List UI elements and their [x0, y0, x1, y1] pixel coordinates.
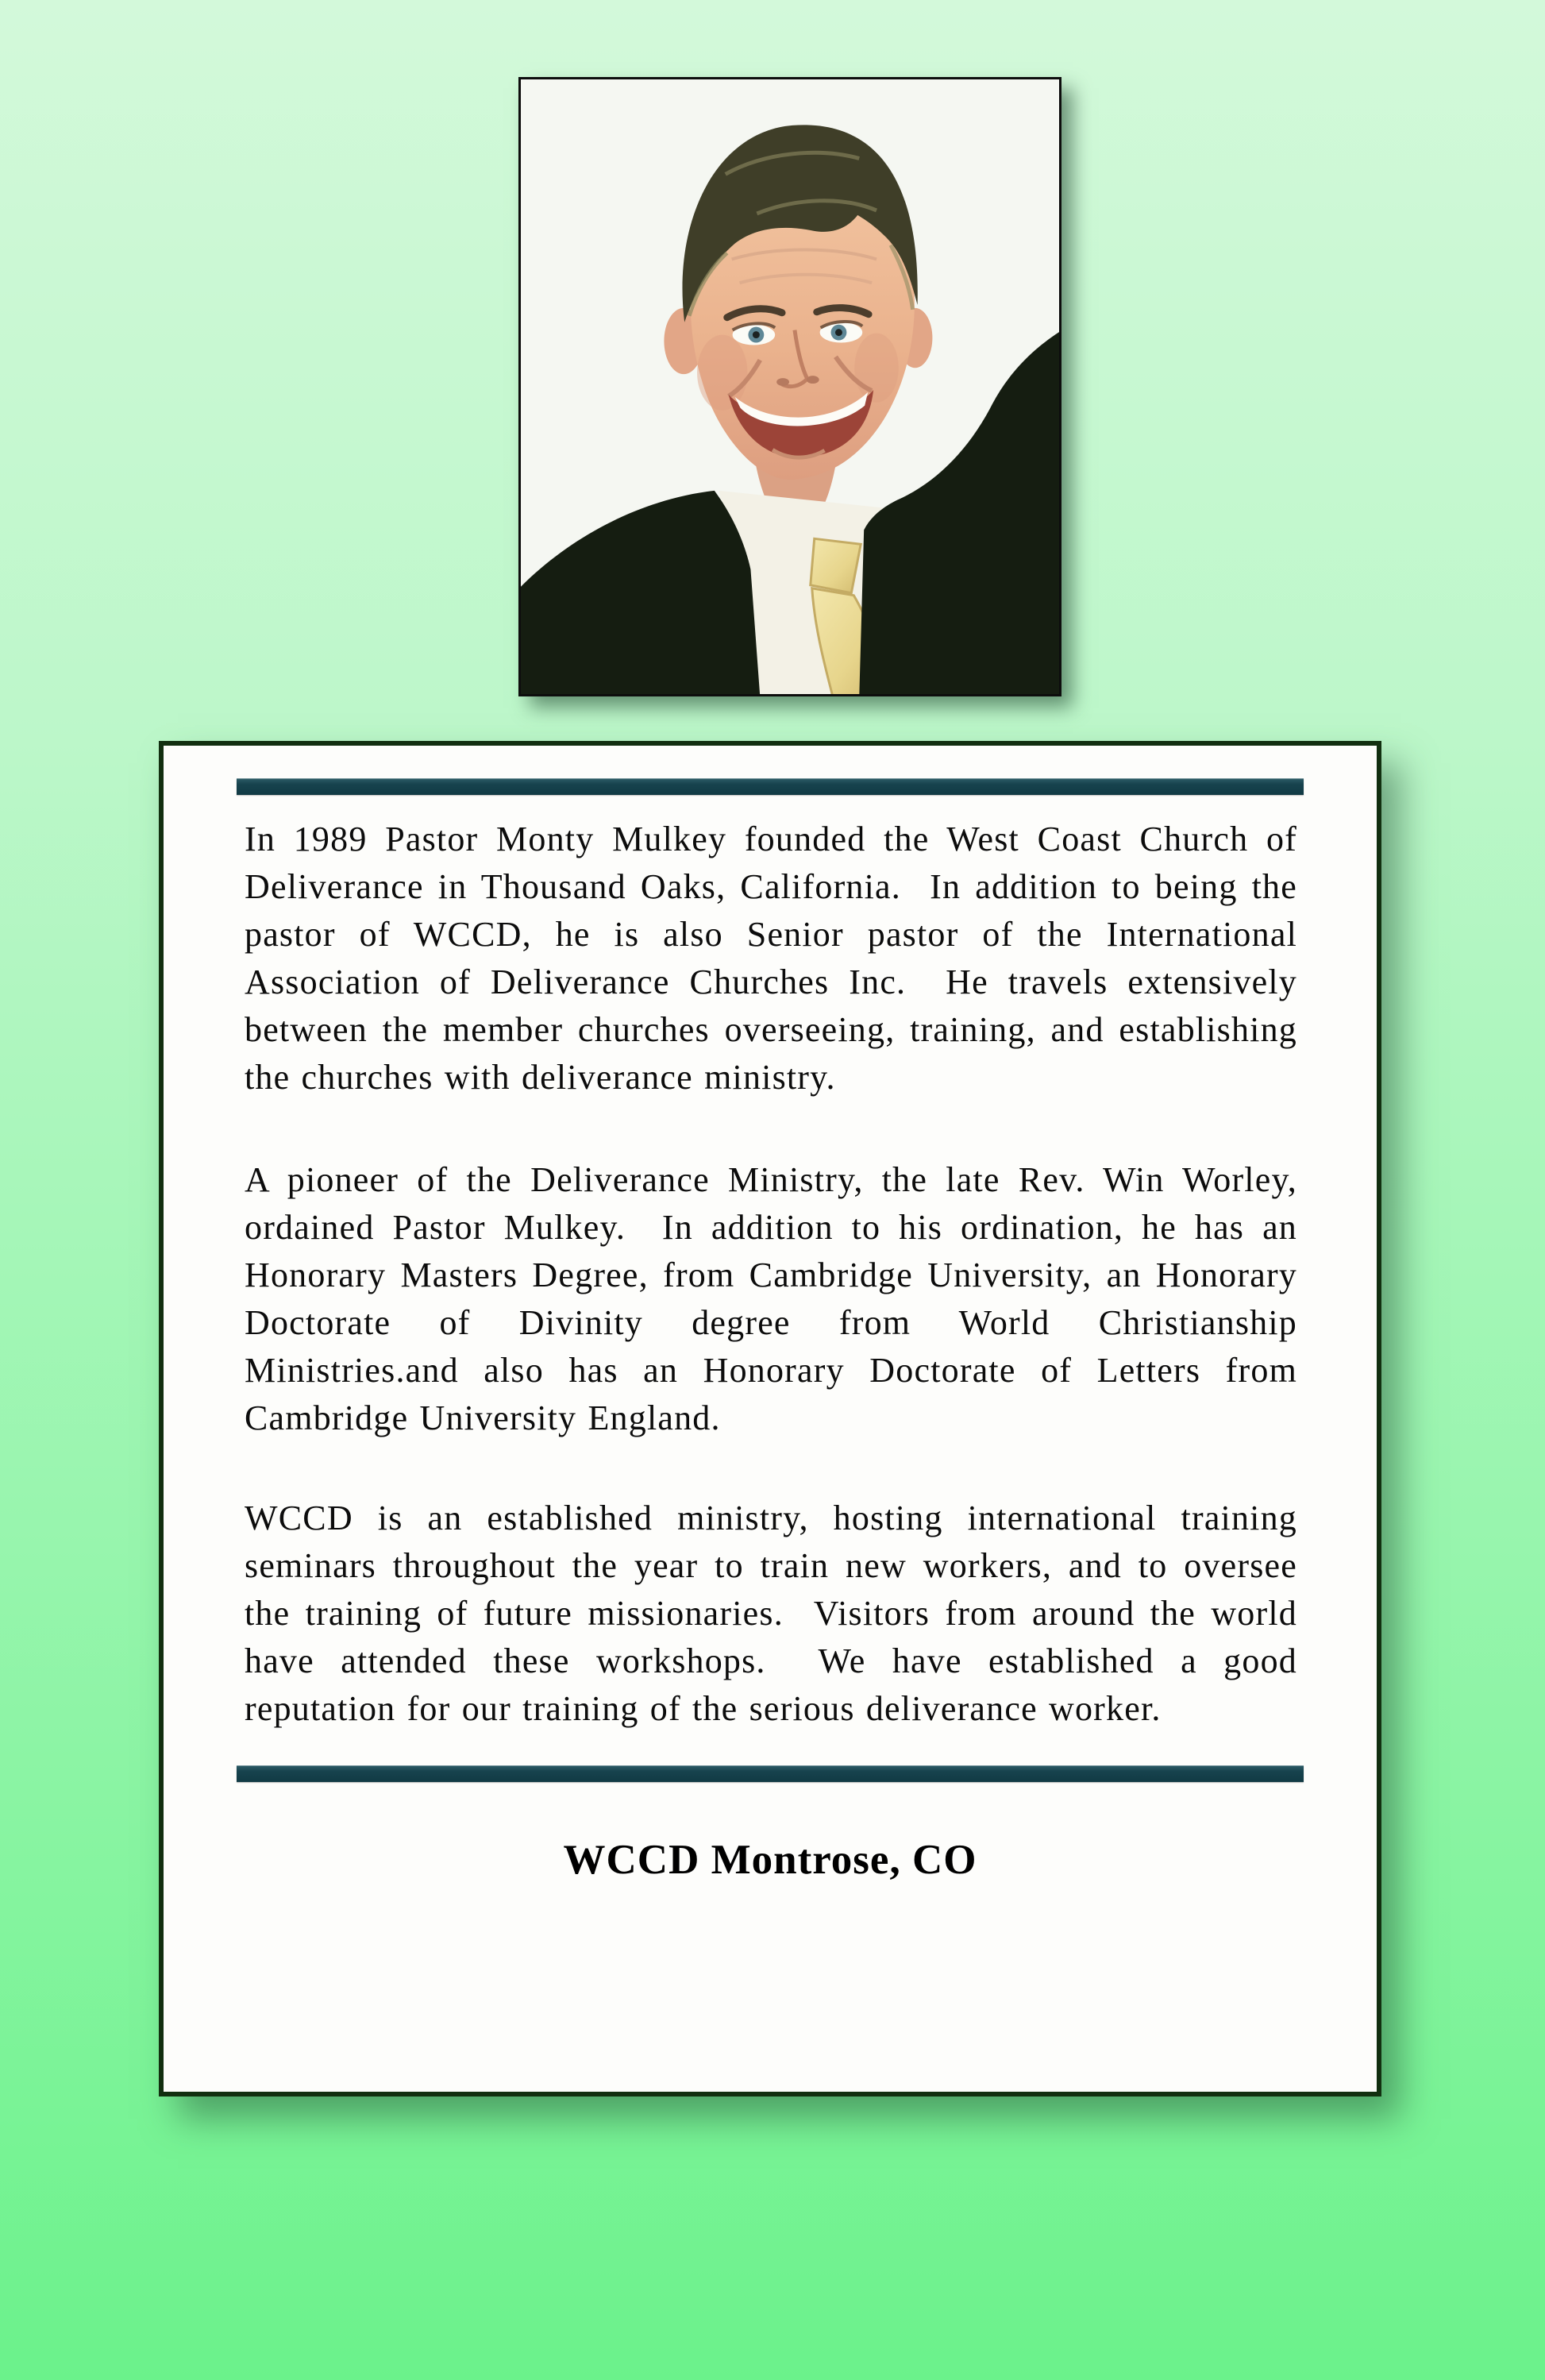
card-title: WCCD Montrose, CO: [563, 1837, 977, 1883]
bio-paragraph-2: A pioneer of the Deliverance Ministry, the late Rev. Win Worley, ordained Pastor Mulkey. In addition to his ordination, he has an Honorary Masters Degree, from Cambridge University, an Honorary Doctorate of Divinity degree from World Christianship Ministries.and also has an Honorary Doctorate of Letters from Cambridge University England.: [245, 1160, 1309, 1437]
bio-paragraph-3: WCCD is an established ministry, hosting international training seminars throughout the year to train new workers, and to oversee the training of future missionaries. Visitors from around the world have attended these workshops. We have established a good reputation for our training of the serious deliverance worker.: [245, 1499, 1309, 1728]
left-nostril: [776, 378, 789, 386]
portrait-photo: [518, 77, 1061, 696]
portrait-illustration: [521, 79, 1059, 694]
divider-bar-bottom: [237, 1765, 1304, 1782]
right-nostril: [807, 376, 819, 384]
cheek-shade-left: [697, 335, 747, 411]
tie-knot: [811, 538, 861, 592]
right-pupil: [835, 329, 842, 336]
bio-card: [159, 741, 1381, 2096]
divider-bar-top: [237, 778, 1304, 795]
bio-paragraph-1: In 1989 Pastor Monty Mulkey founded the West Coast Church of Deliverance in Thousand Oaks, California. In addition to being the pastor of WCCD, he is also Senior pastor of the International Association of Deliverance Churches Inc. He travels extensively between the member churches overseeing, training, and establishing the churches with deliverance ministry.: [245, 820, 1309, 1097]
cheek-shade-right: [854, 334, 899, 403]
left-pupil: [753, 331, 760, 338]
